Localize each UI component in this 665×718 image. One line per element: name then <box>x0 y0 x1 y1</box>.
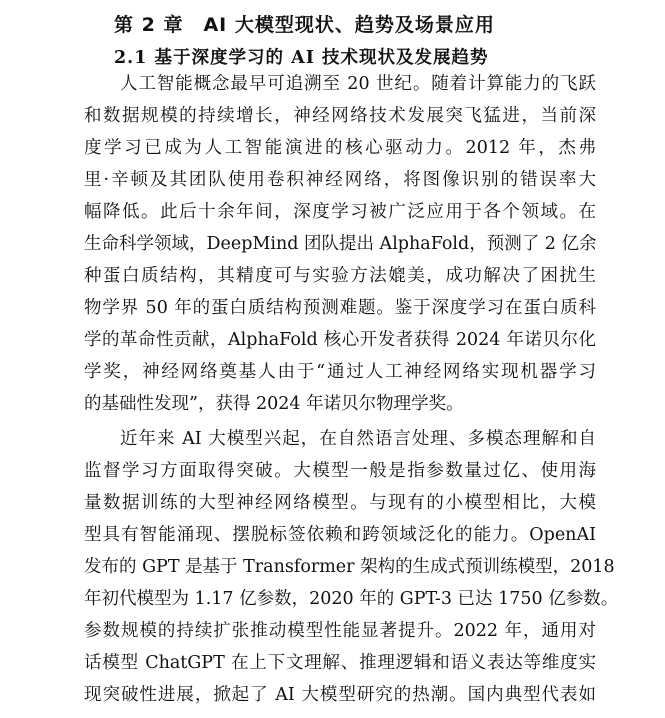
paragraph-line: 监督学习方面取得突破。大模型一般是指参数量过亿、使用海 <box>84 461 596 481</box>
paragraph-line: 和数据规模的持续增长，神经网络技术发展突飞猛进，当前深 <box>84 106 596 126</box>
paragraph-line: 发布的 GPT 是基于 Transformer 架构的生成式预训练模型，2018 <box>84 557 615 577</box>
paragraph-line: 学奖，神经网络奠基人由于“通过人工神经网络实现机器学习 <box>84 362 596 382</box>
section-title: 2.1 基于深度学习的 AI 技术现状及发展趋势 <box>114 48 489 68</box>
chapter-title: 第 2 章 AI 大模型现状、趋势及场景应用 <box>114 14 495 36</box>
paragraph-line: 人工智能概念最早可追溯至 20 世纪。随着计算能力的飞跃 <box>120 74 596 94</box>
paragraph-line: 度学习已成为人工智能演进的核心驱动力。2012 年，杰弗 <box>84 138 596 158</box>
paragraph-line: 幅降低。此后十余年间，深度学习被广泛应用于各个领域。在 <box>84 202 596 222</box>
paragraph-line: 现突破性进展，掀起了 AI 大模型研究的热潮。国内典型代表如 <box>84 685 596 705</box>
paragraph-line: 种蛋白质结构，其精度可与实验方法媲美，成功解决了困扰生 <box>84 266 596 286</box>
paragraph-line: 生命科学领域，DeepMind 团队提出 AlphaFold，预测了 2 亿余 <box>84 234 597 254</box>
paragraph-line: 近年来 AI 大模型兴起，在自然语言处理、多模态理解和自 <box>120 429 596 449</box>
paragraph-line: 话模型 ChatGPT 在上下文理解、推理逻辑和语义表达等维度实 <box>84 653 596 673</box>
paragraph-line: 量数据训练的大型神经网络模型。与现有的小模型相比，大模 <box>84 493 596 513</box>
paragraph-line: 学的革命性贡献，AlphaFold 核心开发者获得 2024 年诺贝尔化 <box>84 330 596 350</box>
paragraph-line: 里·辛顿及其团队使用卷积神经网络，将图像识别的错误率大 <box>84 170 596 190</box>
paragraph-line: 型具有智能涌现、摆脱标签依赖和跨领域泛化的能力。OpenAI <box>84 525 596 545</box>
paragraph-line: 的基础性发现”，获得 2024 年诺贝尔物理学奖。 <box>84 394 464 414</box>
paragraph-line: 物学界 50 年的蛋白质结构预测难题。鉴于深度学习在蛋白质科 <box>84 298 596 318</box>
paragraph-line: 参数规模的持续扩张推动模型性能显著提升。2022 年，通用对 <box>84 621 596 641</box>
paragraph-line: 年初代模型为 1.17 亿参数，2020 年的 GPT-3 已达 1750 亿参数。 <box>84 589 619 609</box>
